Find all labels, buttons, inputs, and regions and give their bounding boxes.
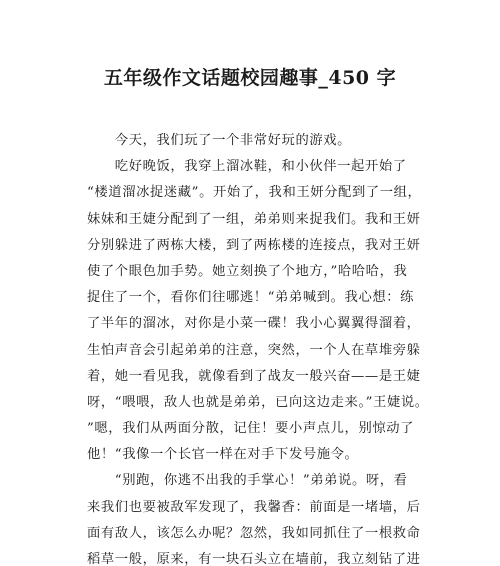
text-line: 分别躲进了两栋大楼，到了两栋楼的连接点，我对王妍 xyxy=(87,237,421,253)
text-line: 妹妹和王婕分配到了一组，弟弟则来捉我们。我和王妍 xyxy=(87,211,421,227)
text-line: 了半年的溜冰，对你是小菜一碟！我小心翼翼得溜着， xyxy=(87,316,421,332)
text-line: 呀，“喂喂，敌人也就是弟弟，已向这边走来。”王婕说。 xyxy=(87,394,429,410)
document-title: 五年级作文话题校园趣事_450 字 xyxy=(103,67,397,89)
text-line: “别跑，你逃不出我的手掌心！”弟弟说。呀，看 xyxy=(87,473,408,489)
text-line: 来我们也要被敌军发现了，我馨香：前面是一堵墙，后 xyxy=(87,499,421,515)
text-line: 稻草一般，原来，有一块石头立在墙前，我立刻钻了进 xyxy=(87,552,421,566)
text-line: 着，她一看见我，就像看到了战友一般兴奋——是王婕 xyxy=(87,368,421,384)
text-line: 捉住了一个，看你们往哪逃！“弟弟喊到。我心想：练 xyxy=(87,290,415,306)
text-line: 生怕声音会引起弟弟的注意，突然，一个人在草堆旁躲 xyxy=(87,342,421,358)
text-line: “楼道溜冰捉迷藏”。开始了，我和王妍分配到了一组， xyxy=(87,185,422,201)
text-line: ”嗯，我们从两面分散，记住！要小声点儿，别惊动了 xyxy=(87,421,415,437)
text-line: 使了个眼色加手势。她立刻换了个地方，”哈哈哈，我 xyxy=(87,263,408,279)
text-line: 面有敌人，该怎么办呢？忽然，我如同抓住了一根救命 xyxy=(87,525,421,541)
text-line: 他！“我像一个长官一样在对手下发号施令。 xyxy=(87,447,359,463)
text-line: 吃好晚饭，我穿上溜冰鞋，和小伙伴一起开始了 xyxy=(87,159,407,175)
text-line: 今天，我们玩了一个非常好玩的游戏。 xyxy=(87,133,352,148)
document-body xyxy=(87,128,427,566)
